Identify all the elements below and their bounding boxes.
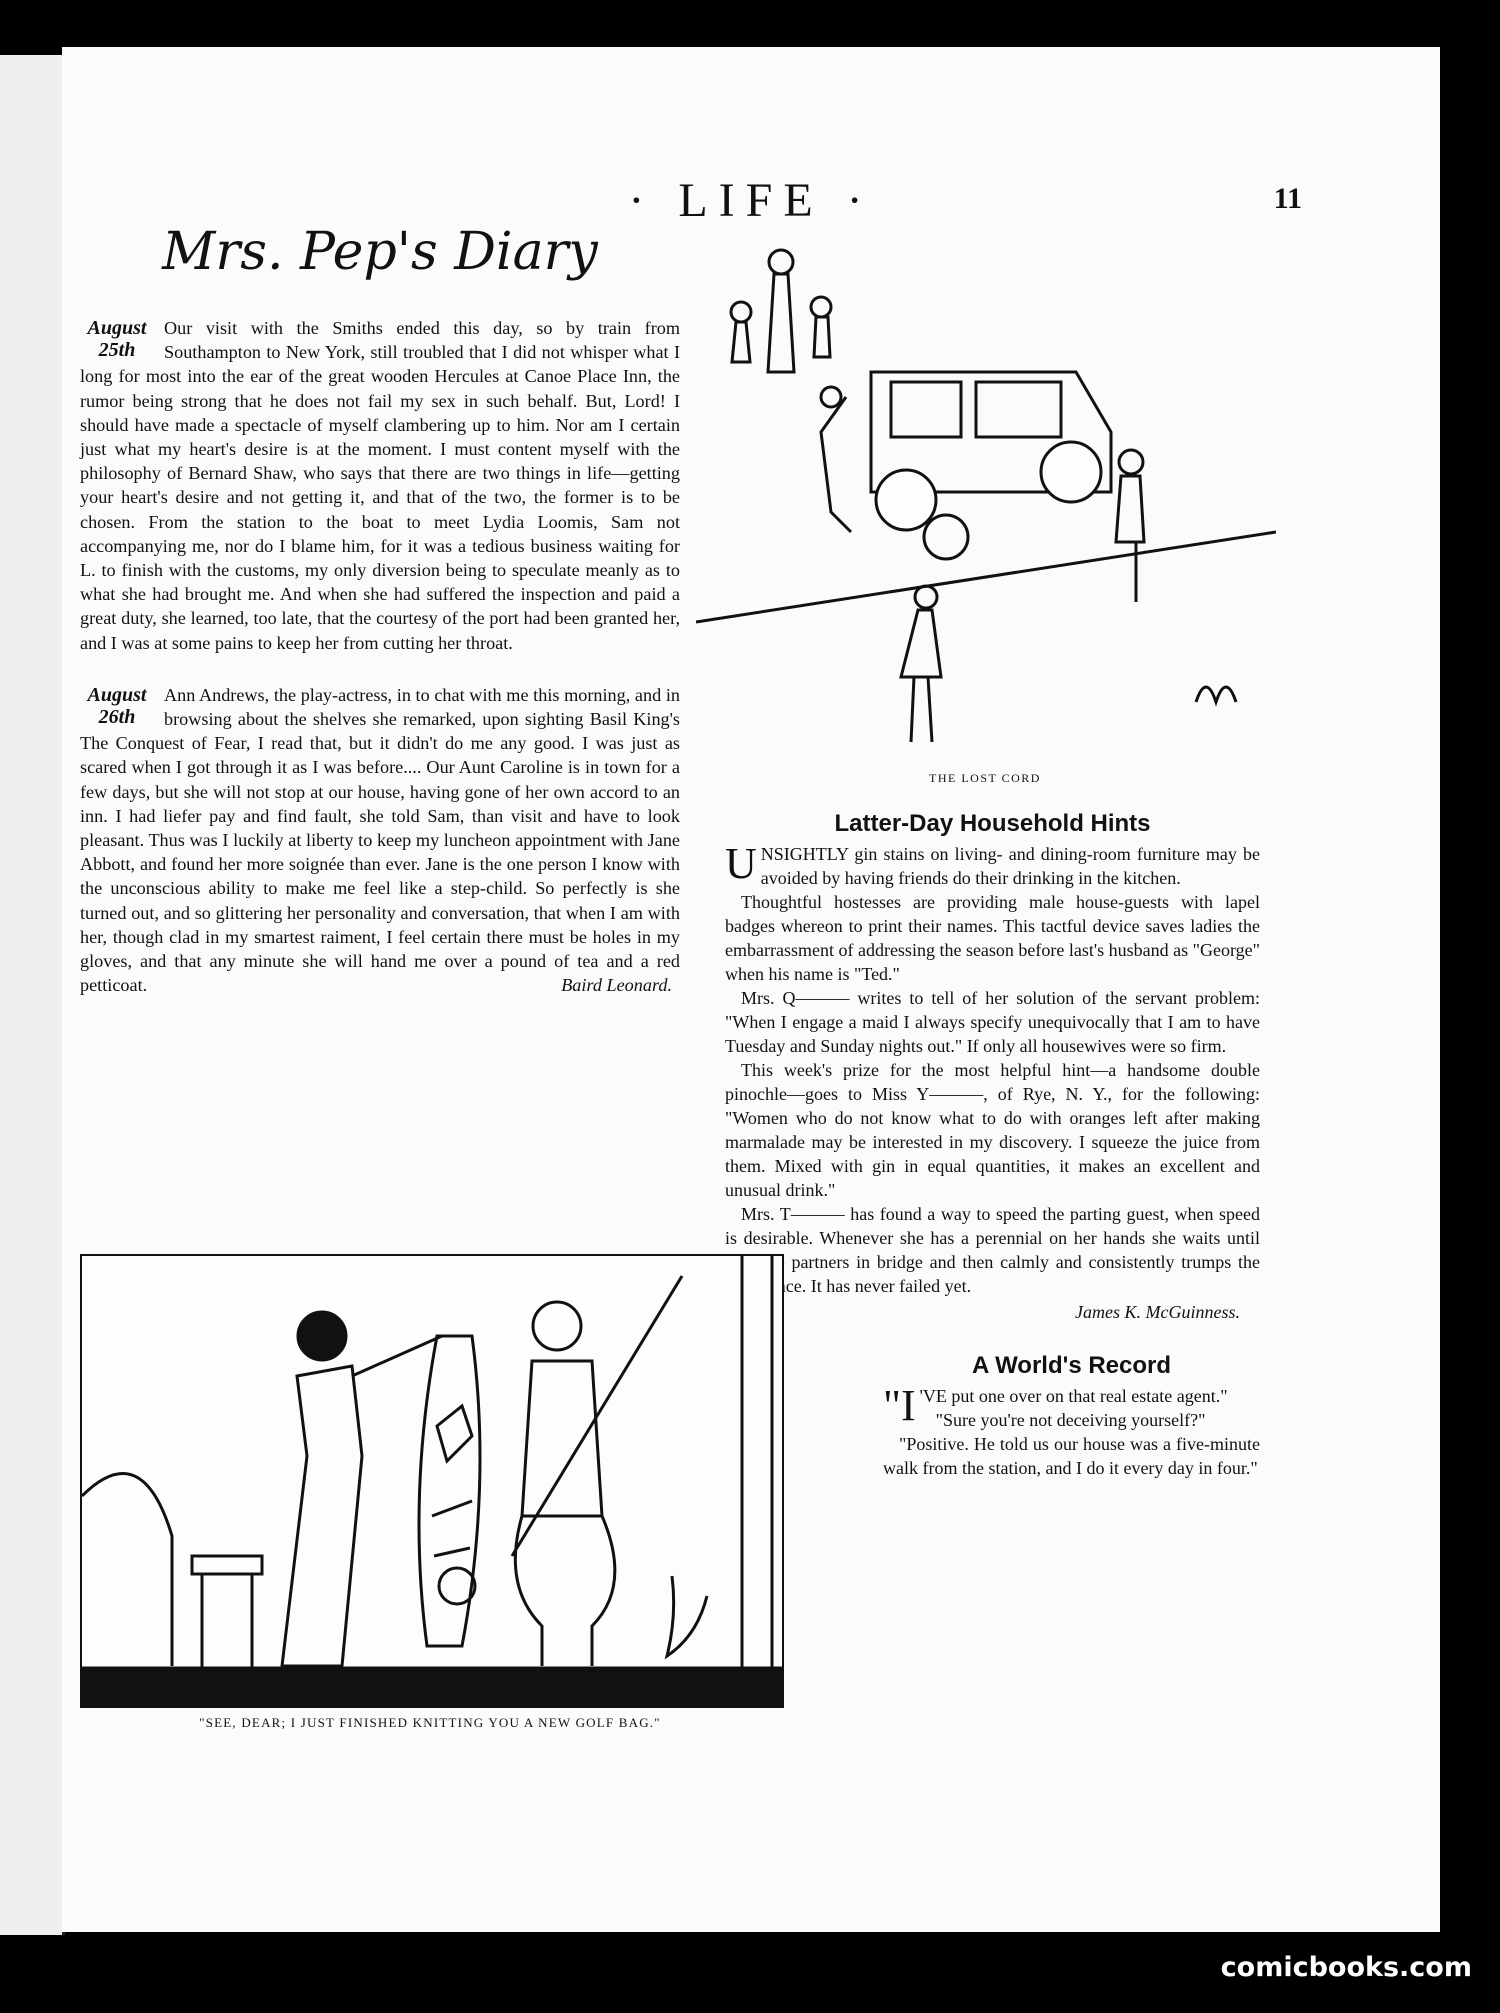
- child-figure: [811, 297, 831, 317]
- man-with-tire: [821, 397, 851, 532]
- diary-title: Mrs. Pep's Diary: [162, 222, 598, 282]
- running-head: · LIFE ·: [628, 174, 874, 227]
- artist-signature: [667, 1576, 707, 1656]
- entry-text: Ann Andrews, the play-actress, in to chat with me this morning, and in browsing about the shelves she remarked, upon sighting Basil King's The Conquest of Fear, I read that, but it didn't do me any good. I was just as scared when I got through it as I was before.... Our Aunt Caroline is in town for a few days, but she will not stop at our house, having gone of her own accord to an inn. I had liefer pay and find fault, she told Sam, than visit and have to look pleasant. Thus was I luckily at liberty to keep my luncheon appointment with Jane Abbott, and found her more soignée than ever. Jane is the one person I know with the unconscious ability to make me feel like a step-child. So perfectly is she turned out, and so glittering her personality and conversation, that when I am with her, though clad in my smartest raiment, I feel certain there must be holes in my gloves, and that any minute she will hand me over a pound of tea and a red petticoat.: [80, 684, 680, 996]
- hints-paragraph: This week's prize for the most helpful hint—a handsome double pinochle—goes to Miss Y———, of Rye, N. Y., for the following: "Women who do not know what to do with oranges left after making marmalade may be interested in my discovery. I squeeze the juice from them. Mixed with gin in equal quantities, it makes an excellent and unusual drink.": [725, 1060, 1260, 1200]
- record-paragraph: "Sure you're not deceiving yourself?": [935, 1410, 1206, 1430]
- hints-paragraph: Mrs. T——— has found a way to speed the parting guest, when speed is desirable. Whenever she has a perennial on her hands she waits until they are partners in bridge and then calmly and consistently trumps the guest's ace. It has never failed yet.: [725, 1204, 1260, 1296]
- diary-entry: [80, 683, 680, 998]
- entry-text: Our visit with the Smiths ended this day, so by train from Southampton to New York, still troubled that I did not whisper what I long for most into the ear of the great wooden Hercules at Canoe Place Inn, the rumor being strong that he does not fail my sex in such behalf. But, Lord! I should have made a spectacle of myself clambering up to him. Nor am I certain just what my heart's desire is at the moment. I must content myself with the philosophy of Bernard Shaw, who says that there are two things in life—getting your heart's desire and not getting it, and that of the two, the former is to be chosen. From the station to the boat to meet Lydia Loomis, Sam not accompanying me, nor do I blame him, for it was a tedious business waiting for L. to finish with the customs, my only diversion being to speculate meanly as to what she had brought me. And when she had suffered the inspection and paid a great duty, she learned, too late, that the courtesy of the port had been granted her, and I was at some pains to keep her from cutting her throat.: [80, 318, 680, 653]
- golf-illustration: [80, 1254, 784, 1708]
- woman-dress: [282, 1366, 362, 1666]
- woman-figure: [915, 586, 937, 608]
- hints-paragraph: [725, 839, 1260, 890]
- side-table: [192, 1556, 262, 1574]
- hints-credit: James K. McGuinness.: [1075, 1302, 1240, 1322]
- entry-day: 26th: [98, 705, 136, 728]
- entry-month: August: [87, 683, 147, 706]
- mother-figure: [769, 250, 793, 274]
- entry-month: August: [87, 317, 147, 339]
- golf-club: [512, 1276, 682, 1556]
- entry-date: [80, 684, 154, 728]
- hints-paragraph: Thoughtful hostesses are providing male house-guests with lapel badges whereon to print their names. This tactful device saves ladies the embarrassment of addressing the season before last's husband as "George" when his name is "Ted.": [725, 892, 1260, 984]
- drop-cap: "I: [883, 1381, 916, 1430]
- man-head: [533, 1302, 581, 1350]
- hints-column: [725, 812, 1260, 1480]
- car-caption: THE LOST CORD: [929, 771, 1041, 785]
- watermark: comicbooks.com: [1220, 1952, 1472, 1983]
- entry-date: [80, 317, 154, 361]
- woman-arm: [352, 1336, 442, 1376]
- artist-signature: [1196, 687, 1236, 702]
- floor: [82, 1668, 782, 1706]
- car-illustration: [696, 232, 1276, 777]
- child-figure: [731, 302, 751, 322]
- bedpost: [82, 1474, 172, 1667]
- record-title: A World's Record: [971, 1352, 1172, 1379]
- drop-cap: U: [725, 839, 757, 888]
- golf-caption: "SEE, DEAR; I JUST FINISHED KNITTING YOU A NEW GOLF BAG.": [199, 1715, 661, 1730]
- road-line: [696, 532, 1276, 622]
- diary-signature: Baird Leonard.: [561, 975, 672, 996]
- record-section: [883, 1354, 1260, 1480]
- woman-head: [298, 1312, 346, 1360]
- paragraph-text: NSIGHTLY gin stains on living- and dining-room furniture may be avoided by having friends do their drinking in the kitchen.: [760, 844, 1260, 888]
- diary-entry: [80, 316, 680, 655]
- hints-title: Latter-Day Household Hints: [834, 810, 1151, 837]
- diary-column: [80, 316, 680, 998]
- page-number: 11: [1273, 182, 1302, 215]
- hints-paragraph: Mrs. Q——— writes to tell of her solution of the servant problem: "When I engage a maid I always specify unequivocally that I am to have Tuesday and Sunday nights out." If only all housewives were so firm.: [725, 988, 1260, 1056]
- record-paragraph: "Positive. He told us our house was a five-minute walk from the station, and I do it every day in four.": [883, 1434, 1260, 1478]
- man-knickers: [515, 1516, 615, 1666]
- man-jacket: [522, 1361, 602, 1516]
- adjacent-page-edge: [0, 55, 65, 1935]
- paragraph-text: 'VE put one over on that real estate agent.": [919, 1386, 1228, 1406]
- entry-day: 25th: [98, 339, 136, 361]
- chauffeur-figure: [1119, 450, 1143, 474]
